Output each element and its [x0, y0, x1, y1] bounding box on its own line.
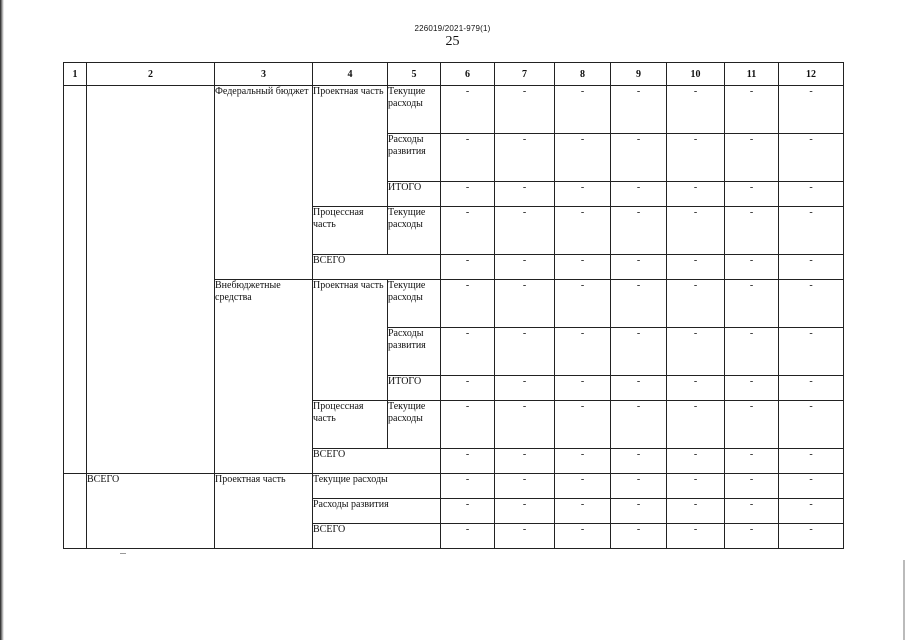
cell-col2 — [87, 86, 215, 474]
scan-edge — [0, 0, 4, 640]
value-cell: - — [725, 255, 779, 280]
itogo-label: ИТОГО — [388, 182, 441, 207]
value-cell: - — [555, 523, 611, 548]
value-cell: - — [725, 523, 779, 548]
value-cell: - — [667, 182, 725, 207]
value-cell: - — [495, 523, 555, 548]
value-cell: - — [555, 449, 611, 474]
part-project: Проектная часть — [313, 279, 388, 400]
col-header: 9 — [611, 63, 667, 86]
expense-current: Текущие расходы — [388, 279, 441, 327]
value-cell: - — [667, 400, 725, 448]
value-cell: - — [779, 328, 844, 376]
part-process: Процессная часть — [313, 400, 388, 448]
value-cell: - — [441, 523, 495, 548]
value-cell: - — [611, 498, 667, 523]
value-cell: - — [495, 255, 555, 280]
value-cell: - — [495, 134, 555, 182]
value-cell: - — [667, 449, 725, 474]
value-cell: - — [495, 473, 555, 498]
value-cell: - — [667, 279, 725, 327]
value-cell: - — [495, 207, 555, 255]
value-cell: - — [441, 279, 495, 327]
value-cell: - — [667, 255, 725, 280]
value-cell: - — [611, 279, 667, 327]
scan-mark — [120, 553, 126, 554]
value-cell: - — [725, 134, 779, 182]
expense-current: Текущие расходы — [388, 86, 441, 134]
value-cell: - — [611, 86, 667, 134]
expense-development: Расходы развития — [388, 134, 441, 182]
part-project: Проектная часть — [215, 473, 313, 548]
value-cell: - — [441, 255, 495, 280]
table-row — [64, 86, 844, 134]
value-cell: - — [779, 376, 844, 401]
value-cell: - — [441, 473, 495, 498]
col-header: 5 — [388, 63, 441, 86]
value-cell: - — [611, 134, 667, 182]
value-cell: - — [779, 86, 844, 134]
value-cell: - — [555, 279, 611, 327]
value-cell: - — [725, 207, 779, 255]
value-cell: - — [441, 207, 495, 255]
expense-current: Текущие расходы — [388, 207, 441, 255]
value-cell: - — [779, 182, 844, 207]
value-cell: - — [779, 255, 844, 280]
value-cell: - — [555, 207, 611, 255]
col-header: 7 — [495, 63, 555, 86]
value-cell: - — [441, 449, 495, 474]
value-cell: - — [495, 279, 555, 327]
value-cell: - — [779, 473, 844, 498]
value-cell: - — [611, 400, 667, 448]
value-cell: - — [779, 207, 844, 255]
col-header: 8 — [555, 63, 611, 86]
expense-development: Расходы развития — [388, 328, 441, 376]
source-extra-budget: Внебюджетные средства — [215, 279, 313, 473]
page-number: 25 — [445, 34, 460, 49]
value-cell: - — [667, 86, 725, 134]
value-cell: - — [667, 523, 725, 548]
value-cell: - — [495, 376, 555, 401]
value-cell: - — [725, 400, 779, 448]
vsego-label: ВСЕГО — [313, 255, 441, 280]
document-id: 226019/2021-979(1) — [414, 24, 491, 33]
value-cell: - — [441, 328, 495, 376]
col-header: 4 — [313, 63, 388, 86]
col-header: 6 — [441, 63, 495, 86]
table-row — [64, 473, 844, 498]
total-label: ВСЕГО — [87, 473, 215, 548]
value-cell: - — [441, 134, 495, 182]
value-cell: - — [555, 86, 611, 134]
value-cell: - — [667, 498, 725, 523]
value-cell: - — [555, 400, 611, 448]
part-process: Процессная часть — [313, 207, 388, 255]
value-cell: - — [725, 86, 779, 134]
value-cell: - — [611, 255, 667, 280]
value-cell: - — [611, 182, 667, 207]
col-header: 3 — [215, 63, 313, 86]
value-cell: - — [725, 498, 779, 523]
value-cell: - — [555, 473, 611, 498]
value-cell: - — [779, 498, 844, 523]
value-cell: - — [611, 473, 667, 498]
budget-table — [63, 62, 844, 549]
value-cell: - — [441, 182, 495, 207]
value-cell: - — [555, 182, 611, 207]
value-cell: - — [495, 498, 555, 523]
value-cell: - — [779, 400, 844, 448]
value-cell: - — [495, 449, 555, 474]
value-cell: - — [611, 207, 667, 255]
value-cell: - — [555, 376, 611, 401]
expense-current: Текущие расходы — [313, 473, 441, 498]
col-header: 1 — [64, 63, 87, 86]
expense-current: Текущие расходы — [388, 400, 441, 448]
value-cell: - — [725, 328, 779, 376]
value-cell: - — [555, 328, 611, 376]
cell-col1 — [64, 86, 87, 474]
value-cell: - — [441, 498, 495, 523]
value-cell: - — [611, 523, 667, 548]
part-project: Проектная часть — [313, 86, 388, 207]
value-cell: - — [611, 376, 667, 401]
value-cell: - — [725, 182, 779, 207]
value-cell: - — [441, 400, 495, 448]
value-cell: - — [725, 449, 779, 474]
expense-development: Расходы развития — [313, 498, 441, 523]
value-cell: - — [667, 207, 725, 255]
value-cell: - — [611, 449, 667, 474]
value-cell: - — [441, 86, 495, 134]
col-header: 12 — [779, 63, 844, 86]
value-cell: - — [495, 86, 555, 134]
value-cell: - — [667, 328, 725, 376]
value-cell: - — [555, 255, 611, 280]
value-cell: - — [667, 134, 725, 182]
value-cell: - — [555, 498, 611, 523]
value-cell: - — [495, 182, 555, 207]
value-cell: - — [495, 400, 555, 448]
value-cell: - — [495, 328, 555, 376]
col-header: 10 — [667, 63, 725, 86]
value-cell: - — [779, 134, 844, 182]
col-header: 2 — [87, 63, 215, 86]
header-row — [64, 63, 844, 86]
value-cell: - — [725, 279, 779, 327]
vsego-label: ВСЕГО — [313, 523, 441, 548]
source-federal-budget: Федеральный бюджет — [215, 86, 313, 280]
value-cell: - — [441, 376, 495, 401]
value-cell: - — [779, 523, 844, 548]
cell-col1 — [64, 473, 87, 548]
itogo-label: ИТОГО — [388, 376, 441, 401]
value-cell: - — [667, 376, 725, 401]
value-cell: - — [779, 279, 844, 327]
value-cell: - — [725, 376, 779, 401]
col-header: 11 — [725, 63, 779, 86]
vsego-label: ВСЕГО — [313, 449, 441, 474]
value-cell: - — [667, 473, 725, 498]
value-cell: - — [555, 134, 611, 182]
value-cell: - — [725, 473, 779, 498]
value-cell: - — [779, 449, 844, 474]
value-cell: - — [611, 328, 667, 376]
